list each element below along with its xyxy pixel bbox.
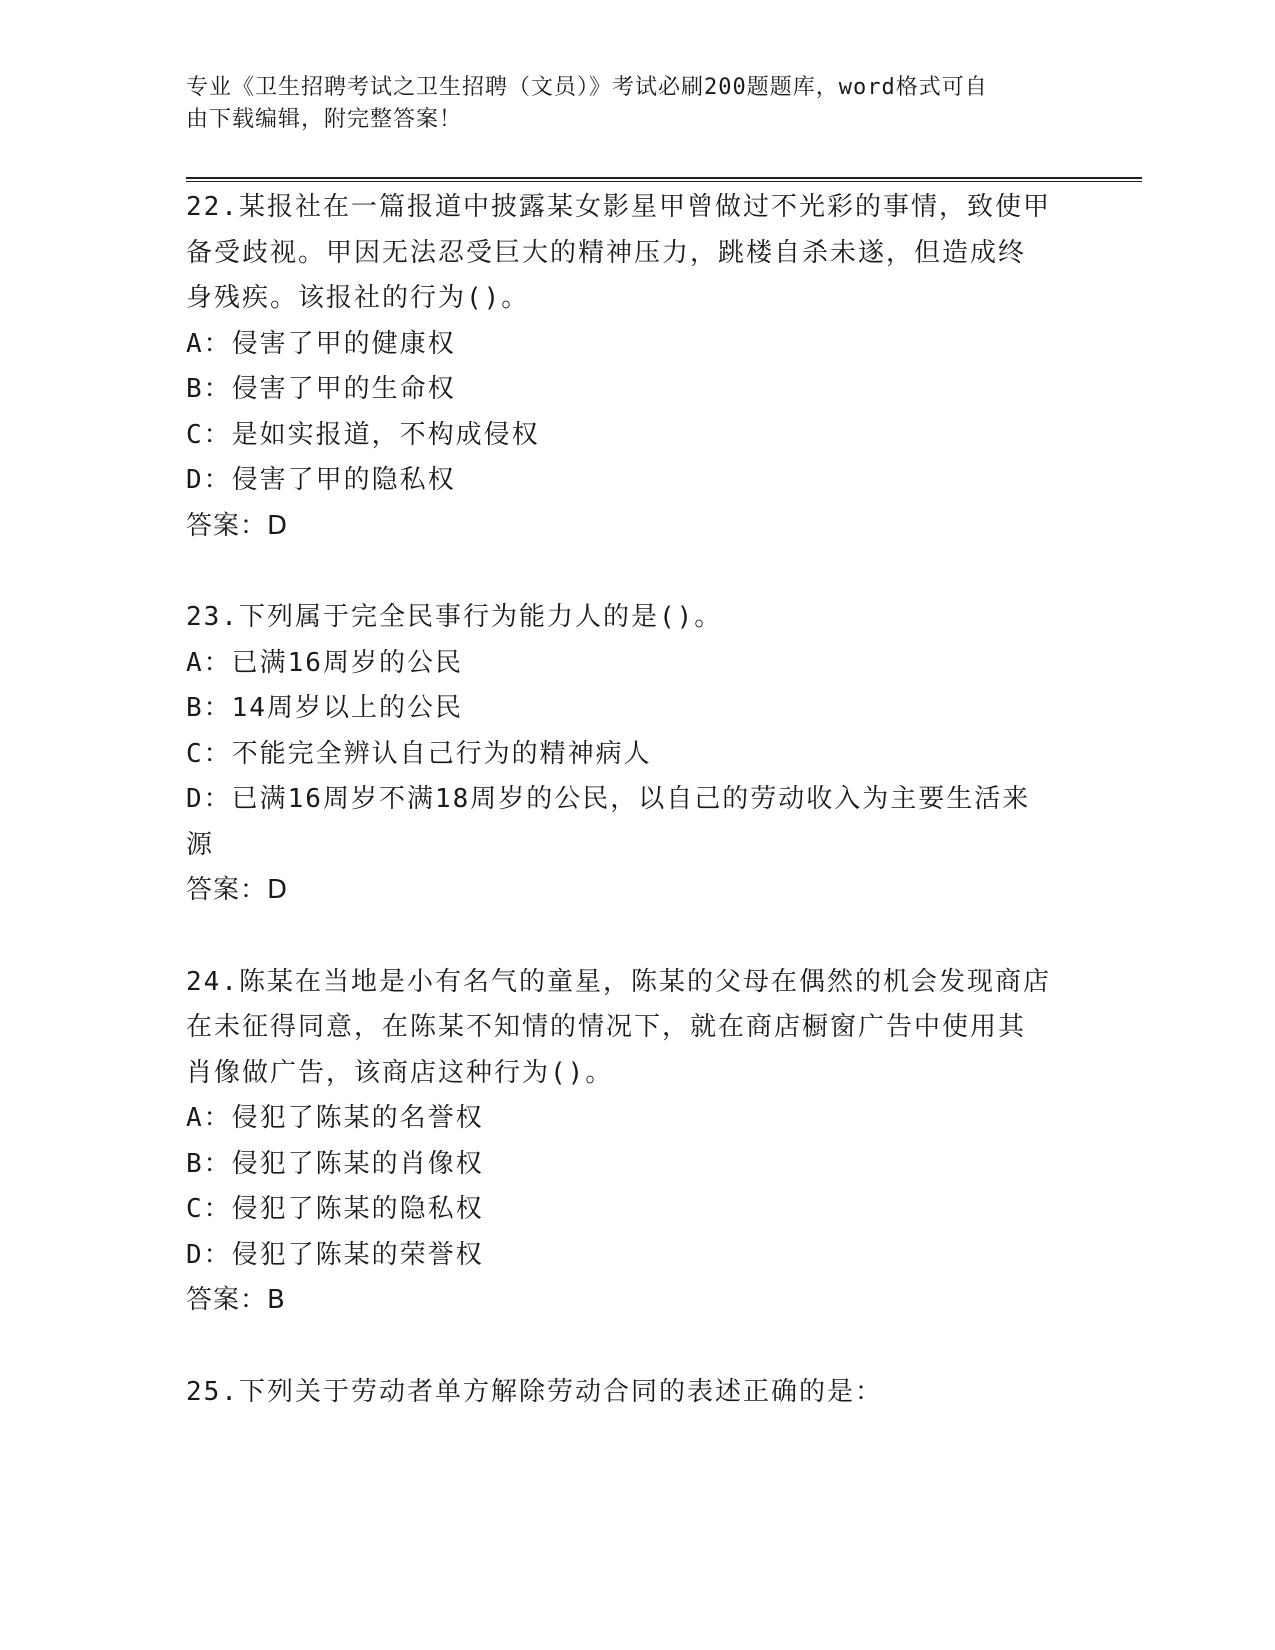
- question-stem-line: 在未征得同意，在陈某不知情的情况下，就在商店橱窗广告中使用其: [186, 1012, 1027, 1042]
- question-22: [186, 185, 1066, 549]
- question-25: [186, 1370, 1066, 1416]
- option-d: D：侵犯了陈某的荣誉权: [186, 1239, 484, 1270]
- question-stem-line: 25.下列关于劳动者单方解除劳动合同的表述正确的是：: [186, 1376, 883, 1407]
- option-d: D：侵害了甲的隐私权: [186, 465, 456, 495]
- document-header: [186, 72, 1066, 136]
- answer-label: 答案：D: [186, 875, 289, 905]
- answer-label: 答案：B: [186, 1285, 286, 1315]
- header-line-2: 由下载编辑，附完整答案！: [186, 107, 463, 132]
- option-c: C：侵犯了陈某的隐私权: [186, 1194, 484, 1224]
- option-b: B：侵害了甲的生命权: [186, 374, 456, 404]
- option-a: A：侵害了甲的健康权: [186, 328, 456, 359]
- question-stem-line: 身残疾。该报社的行为()。: [186, 283, 530, 313]
- question-24: [186, 960, 1066, 1324]
- question-stem-line: 22.某报社在一篇报道中披露某女影星甲曾做过不光彩的事情，致使甲: [186, 192, 1051, 222]
- header-divider: [186, 177, 1142, 182]
- question-stem-line: 24.陈某在当地是小有名气的童星，陈某的父母在偶然的机会发现商店: [186, 966, 1051, 997]
- option-a: A：侵犯了陈某的名誉权: [186, 1103, 484, 1133]
- option-b: B：14周岁以上的公民: [186, 693, 463, 723]
- answer-label: 答案：D: [186, 510, 289, 541]
- question-23: [186, 595, 1066, 914]
- option-d: D：已满16周岁不满18周岁的公民，以自己的劳动收入为主要生活来: [186, 784, 1031, 814]
- header-line-1: 专业《卫生招聘考试之卫生招聘（文员）》考试必刷200题题库，word格式可自: [186, 75, 988, 100]
- option-c: C：不能完全辨认自己行为的精神病人: [186, 738, 652, 769]
- option-a: A：已满16周岁的公民: [186, 647, 463, 678]
- question-stem-line: 肖像做广告，该商店这种行为()。: [186, 1057, 614, 1088]
- option-b: B：侵犯了陈某的肖像权: [186, 1148, 484, 1179]
- question-list: [186, 185, 1066, 1461]
- question-stem-line: 备受歧视。甲因无法忍受巨大的精神压力，跳楼自杀未遂，但造成终: [186, 237, 1027, 268]
- question-stem-line: 23.下列属于完全民事行为能力人的是()。: [186, 602, 723, 632]
- option-c: C：是如实报道，不构成侵权: [186, 419, 540, 450]
- option-d-continuation: 源: [186, 829, 215, 860]
